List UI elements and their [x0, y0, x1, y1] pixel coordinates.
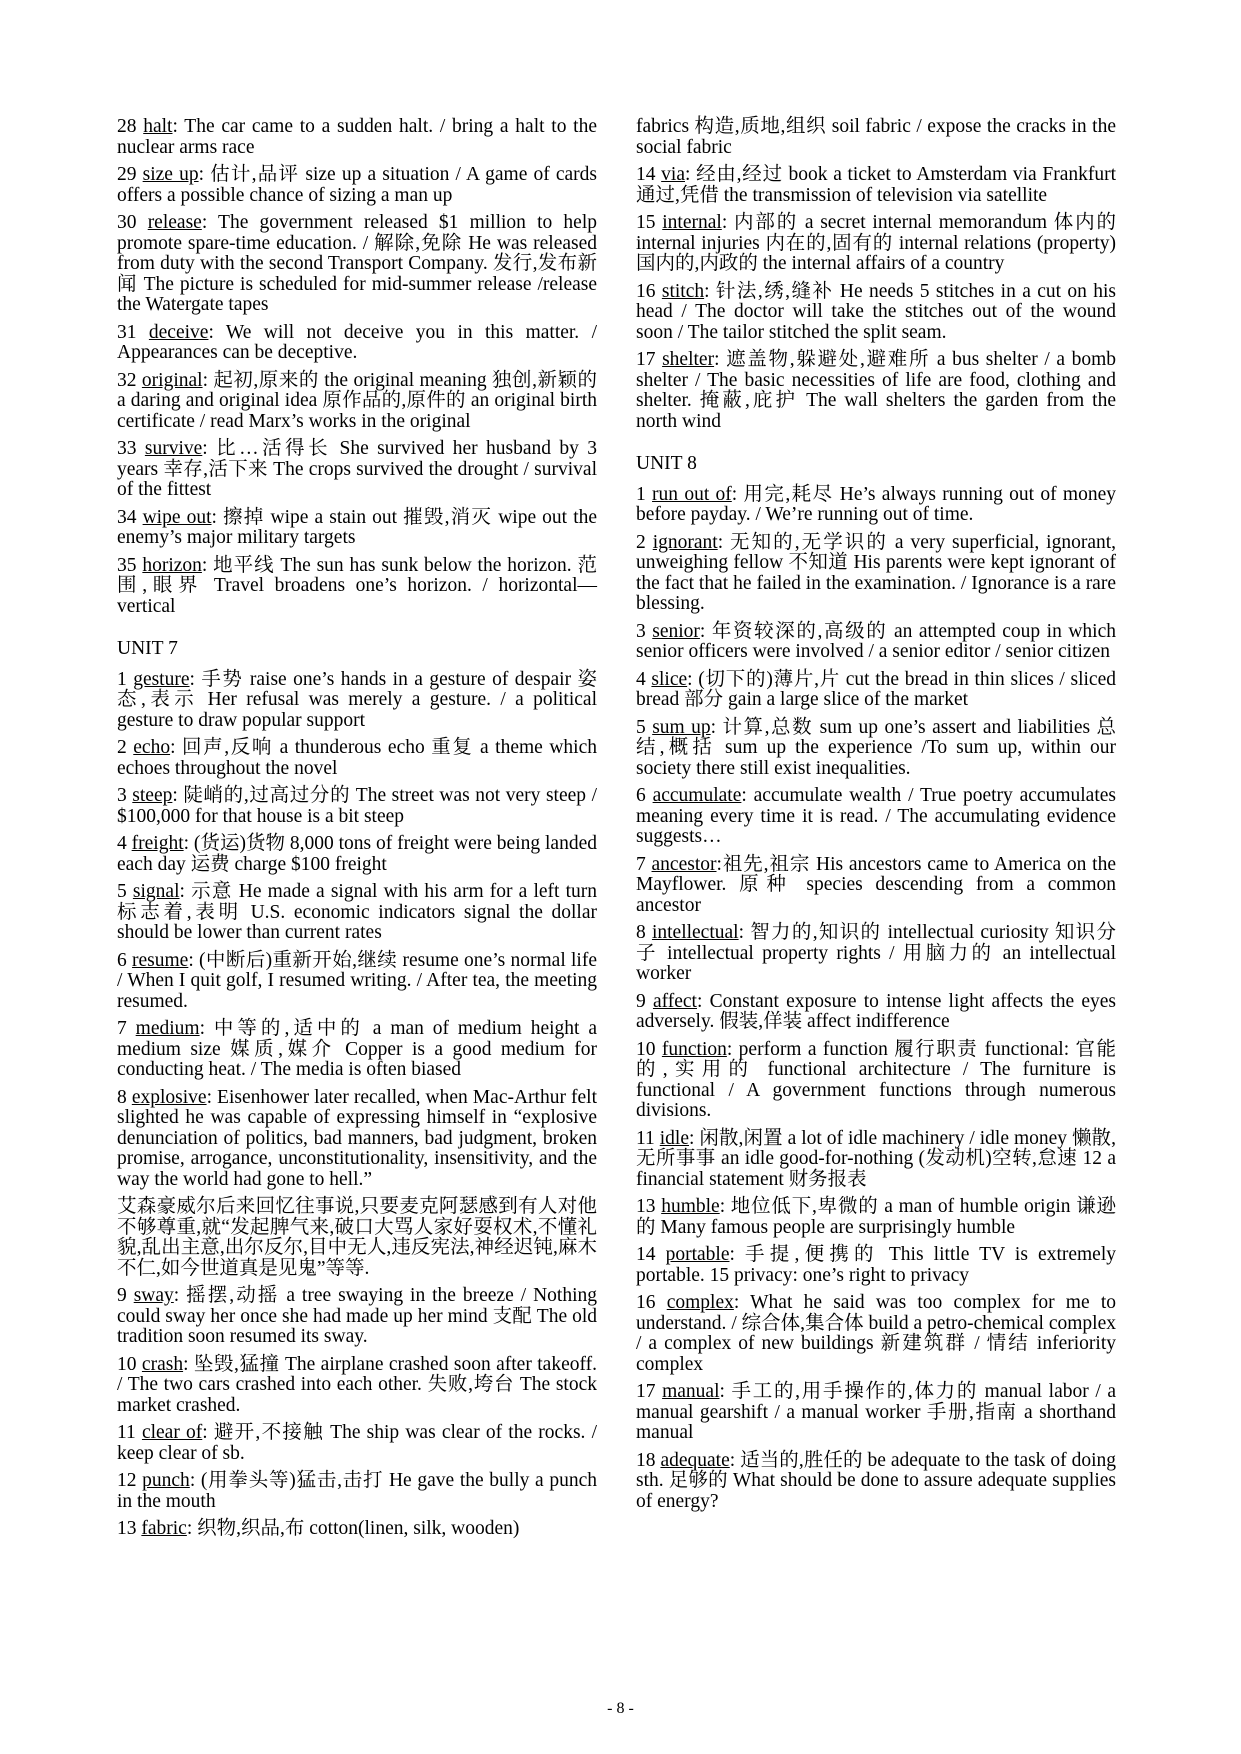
vocab-entry: [636, 622, 1116, 663]
vocab-entry: [636, 1129, 1116, 1191]
entry-definition: : 地位低下,卑微的 a man of humble origin 谦逊的 Many famous people are surprisingly humble: [636, 1196, 1116, 1238]
entry-headword: clear of: [141, 1422, 203, 1443]
entry-headword: ancestor: [651, 853, 717, 875]
entry-definition: : 无知的,无学识的 a very superficial, ignorant, unweighing fellow 不知道 His parents were kept ignorant of the fact that he failed in the examination. / Ignorance is a rare blessing.: [636, 531, 1117, 614]
entry-number: 35: [117, 554, 137, 576]
entry-definition: : 摇摆,动摇 a tree swaying in the breeze / Nothing could sway her once she had made up her mind 支配 The old tradition soon resumed its sway.: [117, 1285, 598, 1347]
entry-headword: explosive: [131, 1086, 207, 1108]
entry-headword: deceive: [148, 321, 209, 343]
entry-number: 18: [636, 1449, 656, 1471]
entry-headword: shelter: [662, 349, 715, 370]
entry-definition: : 擦掉 wipe a stain out 摧毁,消灭 wipe out the enemy’s major military targets: [117, 506, 598, 548]
vocab-entry: [117, 1088, 597, 1191]
vocab-entry: [636, 1197, 1116, 1238]
entry-definition: : 织物,织品,布 cotton(linen, silk, wooden): [186, 1518, 520, 1539]
vocab-entry: [636, 350, 1116, 432]
entry-definition: : Constant exposure to intense light affects the eyes adversely. 假装,佯装 affect indifference: [636, 990, 1116, 1032]
entry-number: 31: [117, 321, 137, 343]
entry-headword: portable: [665, 1244, 730, 1265]
entry-headword: horizon: [142, 554, 202, 576]
vocab-entry: [117, 1019, 597, 1081]
entry-definition: : 坠毁,猛撞 The airplane crashed soon after takeoff. / The two cars crashed into each other. 失败,垮台 The stock market crashed.: [117, 1353, 597, 1416]
entry-headword: affect: [652, 990, 697, 1012]
entry-number: 7: [117, 1018, 127, 1039]
entry-number: 1: [636, 483, 646, 505]
vocab-entry: [117, 1286, 597, 1348]
entry-definition: : 内部的 a secret internal memorandum 体内的 internal injuries 内在的,固有的 internal relations (property) 国内的,内政的 the internal affairs of a country: [636, 212, 1117, 274]
entry-definition: : 智力的,知识的 intellectual curiosity 知识分子 intellectual property rights / 用脑力的 an intellectual worker: [636, 922, 1116, 984]
entry-definition: : accumulate wealth / True poetry accumulates meaning every time it is read. / The accumulating evidence suggests…: [636, 785, 1116, 847]
entry-number: 17: [636, 349, 656, 370]
vocab-entry: [636, 786, 1116, 848]
entry-number: 8: [117, 1086, 127, 1108]
entry-headword: accumulate: [652, 785, 742, 806]
entry-headword: size up: [142, 164, 199, 185]
entry-headword: idle: [659, 1127, 689, 1149]
vocab-entry: [636, 282, 1116, 344]
entry-number: 2: [117, 737, 127, 758]
vocab-entry: [636, 533, 1116, 615]
entry-headword: freight: [131, 833, 184, 854]
entry-definition: : The government released $1 million to help promote spare-time education. / 解除,免除 He was released from duty with the second Transport Company. 发行,发布新闻 The picture is scheduled for mid-summer release /release the Watergate tapes: [117, 212, 597, 315]
left-column: [117, 117, 597, 1547]
entry-definition: :祖先,祖宗 His ancestors came to America on the Mayflower. 原种 species descending from a common ancestor: [636, 853, 1117, 916]
entry-definition: : 地平线 The sun has sunk below the horizon. 范围,眼界 Travel broadens one’s horizon. / horizontal—vertical: [117, 554, 597, 617]
entry-definition: : 手势 raise one’s hands in a gesture of despair 姿态,表示 Her refusal was merely a gesture. / a political gesture to draw popular support: [117, 668, 597, 731]
entry-definition: : 比…活得长 She survived her husband by 3 years 幸存,活下来 The crops survived the drought / survival of the fittest: [117, 438, 598, 500]
entry-definition: : (货运)货物 8,000 tons of freight were being landed each day 运费 charge $100 freight: [117, 833, 597, 875]
entry-number: 4: [117, 833, 127, 854]
entry-headword: gesture: [133, 668, 190, 690]
entry-number: 5: [636, 716, 646, 738]
entry-definition: : What he said was too complex for me to understand. / 综合体,集合体 build a petro-chemical complex / a complex of new buildings 新建筑群 / 情结 inferiority complex: [636, 1292, 1116, 1375]
vocab-entry: [117, 323, 597, 364]
entry-definition: : 估计,品评 size up a situation / A game of cards offers a possible chance of sizing a man up: [117, 164, 597, 206]
vocab-entry: [636, 1382, 1116, 1444]
entry-headword: intellectual: [651, 922, 739, 943]
entry-definition: : 经由,经过 book a ticket to Amsterdam via Frankfurt 通过,凭借 the transmission of television via satellite: [636, 164, 1117, 206]
entry-headword: via: [661, 164, 685, 185]
vocab-entry: [117, 1519, 597, 1540]
entry-number: 11: [117, 1422, 136, 1443]
entry-definition: : perform a function 履行职责 functional: 官能的,实用的 functional architecture / The furniture is functional / A government functions through numerous divisions.: [636, 1038, 1117, 1121]
entry-number: 6: [117, 949, 127, 971]
entry-definition: : 起初,原来的 the original meaning 独创,新颖的 a daring and original idea 原作品的,原件的 an original birth certificate / read Marx’s works in the original: [117, 369, 598, 432]
entry-definition: : 用完,耗尽 He’s always running out of money before payday. / We’re running out of time.: [636, 483, 1117, 525]
entry-headword: echo: [133, 737, 171, 758]
entry-number: 1: [117, 668, 127, 690]
entry-definition: : 遮盖物,躲避处,避难所 a bus shelter / a bomb shelter / The basic necessities of life are food, clothing and shelter. 掩蔽,庇护 The wall shelters the garden from the north wind: [636, 349, 1116, 432]
entry-number: 3: [117, 785, 127, 806]
entry-headword: humble: [661, 1196, 720, 1217]
vocab-entry: [636, 213, 1116, 275]
page-number: - 8 -: [607, 1700, 634, 1717]
entry-headword: complex: [666, 1292, 734, 1313]
right-column: [636, 117, 1116, 1519]
entry-definition: : 手提,便携的 This little TV is extremely portable. 15 privacy: one’s right to privacy: [636, 1244, 1116, 1286]
entry-number: 10: [636, 1038, 656, 1060]
entry-headword: adequate: [660, 1449, 730, 1471]
entry-headword: stitch: [661, 280, 705, 302]
entry-number: 13: [636, 1196, 656, 1217]
vocab-entry: [117, 834, 597, 875]
vocab-entry: [117, 786, 597, 827]
entry-headword: function: [661, 1038, 727, 1060]
vocab-entry: [117, 117, 597, 158]
vocab-entry: [117, 882, 597, 944]
entry-number: 29: [117, 164, 137, 185]
vocab-entry: [117, 165, 597, 206]
vocab-entry: [636, 992, 1116, 1033]
entry-headword: original: [141, 369, 203, 391]
vocab-entry: [117, 213, 597, 316]
entry-number: 32: [117, 369, 137, 391]
entry-definition: : 针法,绣,缝补 He needs 5 stitches in a cut on his head / The doctor will take the stitches out of the wound soon / The tailor stitched the split seam.: [636, 280, 1116, 343]
entry-headword: release: [147, 212, 202, 233]
entry-headword: internal: [662, 212, 722, 233]
unit-heading: UNIT 7: [117, 638, 178, 659]
entry-definition: : 中等的,适中的 a man of medium height a medium size 媒质,媒介 Copper is a good medium for conducting heat. / The media is often biased: [117, 1018, 598, 1080]
entry-definition: : 适当的,胜任的 be adequate to the task of doing sth. 足够的 What should be done to assure adequate supplies of energy?: [636, 1449, 1117, 1512]
entry-number: 7: [636, 853, 646, 875]
vocab-entry: [636, 1293, 1116, 1375]
vocab-entry: [636, 165, 1116, 206]
entry-definition: : We will not deceive you in this matter. / Appearances can be deceptive.: [117, 321, 597, 363]
entry-number: 9: [117, 1285, 127, 1306]
unit-heading: UNIT 8: [636, 453, 697, 474]
entry-definition: : The car came to a sudden halt. / bring a halt to the nuclear arms race: [117, 116, 597, 158]
vocab-entry: [636, 485, 1116, 526]
entry-definition: : Eisenhower later recalled, when Mac-Arthur felt slighted he was capable of expressing himself in “explosive denunciation of politics, bad manners, bad judgment, broken promise, arrogance, unconstitutionality, insensitivity, and the way the world had gone to hell.”: [117, 1086, 598, 1190]
entry-headword: ignorant: [652, 531, 718, 553]
entry-headword: sway: [133, 1285, 174, 1306]
entry-number: 34: [117, 506, 137, 528]
vocab-entry: [117, 508, 597, 549]
paragraph: fabrics 构造,质地,组织 soil fabric / expose the cracks in the social fabric: [636, 116, 1116, 158]
vocab-entry: [117, 1471, 597, 1512]
entry-number: 10: [117, 1353, 137, 1375]
entry-headword: senior: [652, 620, 700, 642]
entry-number: 16: [636, 280, 656, 302]
entry-headword: medium: [135, 1018, 200, 1039]
entry-headword: survive: [144, 438, 203, 459]
vocab-entry: [636, 923, 1116, 985]
entry-headword: sum up: [652, 716, 711, 738]
entry-number: 8: [636, 922, 646, 943]
vocab-entry: [117, 670, 597, 732]
entry-definition: : 计算,总数 sum up one’s assert and liabilities 总结,概括 sum up the experience /To sum up, within our society there still exist inequalities.: [636, 716, 1116, 779]
entry-number: 16: [636, 1292, 656, 1313]
entry-number: 2: [636, 531, 646, 553]
entry-definition: : (用拳头等)猛击,击打 He gave the bully a punch in the mouth: [117, 1470, 598, 1512]
vocab-entry: [636, 855, 1116, 917]
vocab-entry: [117, 1355, 597, 1417]
entry-definition: : 年资较深的,高级的 an attempted coup in which senior officers were involved / a senior editor / senior citizen: [636, 620, 1117, 662]
vocab-entry: [636, 1451, 1116, 1513]
entry-number: 28: [117, 116, 137, 137]
entry-definition: : 避开,不接触 The ship was clear of the rocks. / keep clear of sb.: [117, 1422, 597, 1464]
entry-headword: halt: [143, 116, 173, 137]
vocab-entry: [117, 738, 597, 779]
entry-number: 15: [636, 212, 656, 233]
entry-definition: : 陡峭的,过高过分的 The street was not very steep / $100,000 for that house is a bit steep: [117, 785, 597, 827]
vocab-entry: [117, 371, 597, 433]
entry-number: 3: [636, 620, 646, 642]
entry-headword: steep: [132, 785, 173, 806]
entry-headword: slice: [651, 668, 688, 690]
entry-headword: punch: [142, 1470, 190, 1491]
entry-number: 30: [117, 212, 137, 233]
entry-number: 14: [636, 164, 656, 185]
vocab-entry: [636, 718, 1116, 780]
entry-number: 33: [117, 438, 137, 459]
entry-headword: manual: [662, 1381, 720, 1402]
entry-headword: fabric: [141, 1518, 187, 1539]
entry-number: 12: [117, 1470, 137, 1491]
entry-definition: : (切下的)薄片,片 cut the bread in thin slices / sliced bread 部分 gain a large slice of the market: [636, 668, 1116, 710]
entry-number: 11: [636, 1127, 655, 1149]
entry-headword: crash: [141, 1353, 184, 1375]
vocab-entry: [636, 1245, 1116, 1286]
vocab-entry: [636, 670, 1116, 711]
entry-definition: : 示意 He made a signal with his arm for a left turn 标志着,表明 U.S. economic indicators signal the dollar should be lower than current rates: [117, 881, 597, 943]
entry-headword: run out of: [652, 483, 732, 505]
entry-headword: signal: [132, 881, 180, 902]
entry-number: 13: [117, 1518, 137, 1539]
entry-number: 17: [636, 1381, 656, 1402]
entry-definition: : 手工的,用手操作的,体力的 manual labor / a manual gearshift / a manual worker 手册,指南 a shorthand manual: [636, 1381, 1117, 1443]
entry-number: 6: [636, 785, 646, 806]
entry-headword: wipe out: [142, 506, 212, 528]
entry-definition: : (中断后)重新开始,继续 resume one’s normal life / When I quit golf, I resumed writing. / After tea, the meeting resumed.: [117, 949, 597, 1012]
entry-number: 9: [636, 990, 646, 1012]
entry-number: 4: [636, 668, 646, 690]
paragraph: 艾森豪威尔后来回忆往事说,只要麦克阿瑟感到有人对他不够尊重,就“发起脾气来,破口大骂人家好耍权术,不懂礼貌,乱出主意,出尔反尔,目中无人,违反宪法,神经迟钝,麻木不仁,如今世道真是见鬼”等等.: [117, 1196, 597, 1279]
vocab-entry: [117, 556, 597, 618]
vocab-entry: [636, 1040, 1116, 1122]
entry-definition: : 闲散,闲置 a lot of idle machinery / idle money 懒散,无所事事 an idle good-for-nothing (发动机)空转,怠速 12 a financial statement 财务报表: [636, 1127, 1117, 1190]
vocab-entry: [117, 1423, 597, 1464]
vocab-entry: [117, 439, 597, 501]
entry-headword: resume: [132, 949, 189, 971]
entry-number: 5: [117, 881, 127, 902]
entry-definition: : 回声,反响 a thunderous echo 重复 a theme which echoes throughout the novel: [117, 737, 597, 779]
entry-number: 14: [636, 1244, 656, 1265]
vocab-entry: [117, 951, 597, 1013]
